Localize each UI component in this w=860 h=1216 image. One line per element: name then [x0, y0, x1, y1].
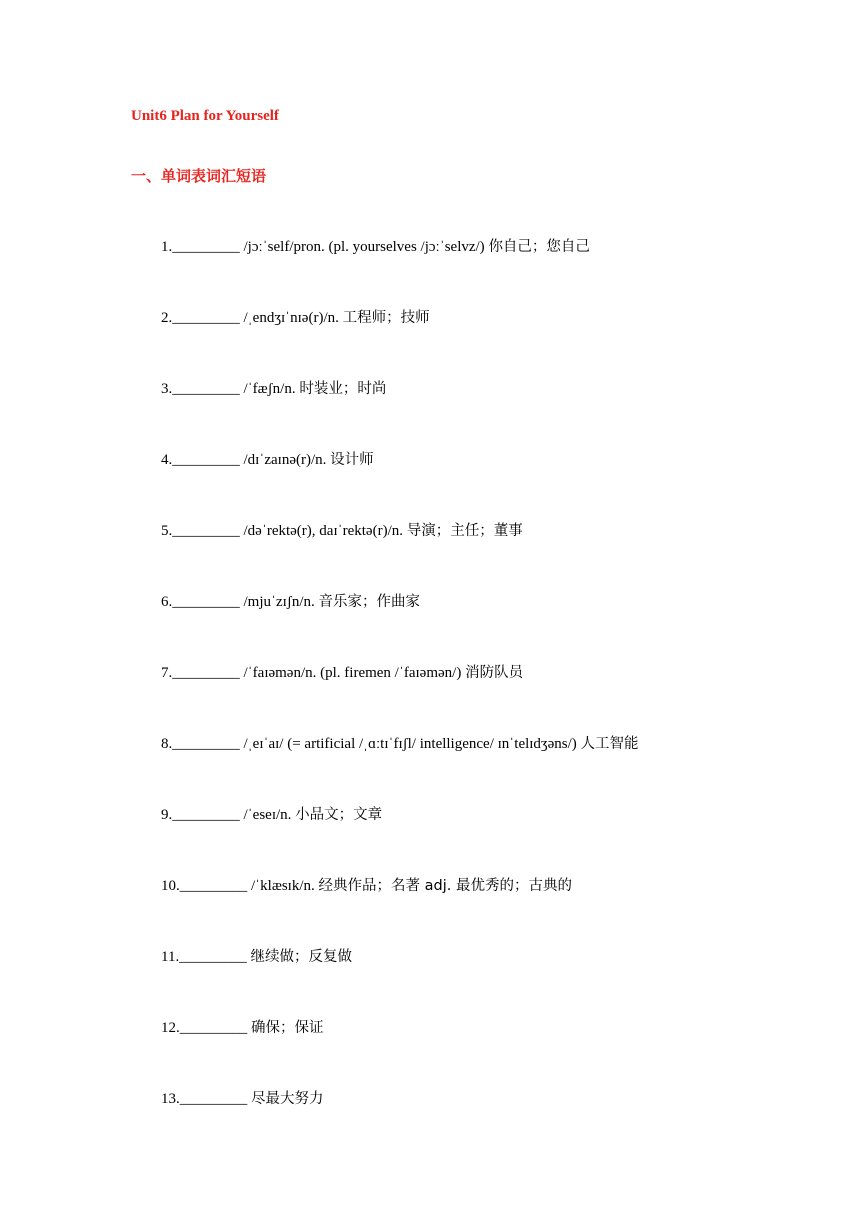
meaning-text: 音乐家；作曲家 — [318, 594, 420, 610]
phonetic-text: /ˌeɪˈaɪ/ (= artificial /ˌɑːtɪˈfɪʃl/ intelligence/ ɪnˈtelɪdʒəns/) — [239, 736, 581, 752]
vocab-item-5 — [161, 520, 639, 591]
vocab-item-13 — [161, 1088, 639, 1159]
item-number: 12. — [161, 1020, 180, 1036]
answer-blank: _________ — [172, 239, 240, 255]
phonetic-text: /ˈklæsɪk/n. — [247, 878, 319, 894]
item-number: 11. — [161, 949, 180, 965]
answer-blank: _________ — [172, 807, 240, 823]
item-number: 10. — [161, 878, 180, 894]
phonetic-text: /ˈeseɪ/n. — [239, 807, 296, 823]
item-number: 4. — [161, 452, 173, 468]
vocab-item-12 — [161, 1017, 639, 1088]
answer-blank: _________ — [172, 665, 240, 681]
vocab-item-10 — [161, 875, 639, 946]
answer-blank: _________ — [179, 949, 247, 965]
answer-blank: _________ — [172, 736, 240, 752]
vocab-item-11 — [161, 946, 639, 1017]
answer-blank: _________ — [172, 310, 240, 326]
meaning-text: 继续做；反复做 — [250, 949, 352, 965]
vocab-item-9 — [161, 804, 639, 875]
phonetic-text: /jɔːˈself/pron. (pl. yourselves /jɔːˈselvz/) — [239, 239, 489, 255]
answer-blank: _________ — [179, 878, 248, 894]
item-number: 3. — [161, 381, 173, 397]
item-number: 1. — [161, 239, 173, 255]
meaning-text: 时装业；时尚 — [299, 381, 387, 397]
item-number: 5. — [161, 523, 173, 539]
vocab-item-7 — [161, 662, 639, 733]
vocab-item-3 — [161, 378, 639, 449]
meaning-text: 导演；主任；董事 — [406, 523, 523, 539]
phonetic-text: /dɪˈzaɪnə(r)/n. — [239, 452, 331, 468]
meaning-text: 小品文；文章 — [295, 807, 383, 823]
meaning-text: 尽最大努力 — [251, 1091, 324, 1107]
phonetic-text: /mjuˈzɪʃn/n. — [239, 594, 319, 610]
item-number: 2. — [161, 310, 173, 326]
item-number: 13. — [161, 1091, 180, 1107]
vocab-item-4 — [161, 449, 639, 520]
phonetic-text: /ˈfæʃn/n. — [239, 381, 300, 397]
answer-blank: _________ — [179, 1091, 248, 1107]
vocabulary-list — [161, 236, 639, 1159]
phonetic-text: /dəˈrektə(r), daɪˈrektə(r)/n. — [239, 523, 407, 539]
meaning-text: 工程师；技师 — [342, 310, 430, 326]
item-number: 9. — [161, 807, 173, 823]
item-number: 6. — [161, 594, 173, 610]
meaning-text: 消防队员 — [465, 665, 524, 681]
unit-title: Unit6 Plan for Yourself — [131, 108, 279, 124]
vocab-item-8 — [161, 733, 639, 804]
item-number: 8. — [161, 736, 173, 752]
answer-blank: _________ — [179, 1020, 248, 1036]
meaning-text: 设计师 — [330, 452, 374, 468]
section-heading: 一、单词表词汇短语 — [131, 167, 267, 185]
answer-blank: _________ — [172, 594, 240, 610]
phonetic-text: /ˈfaɪəmən/n. (pl. firemen /ˈfaɪəmən/) — [239, 665, 466, 681]
vocab-item-2 — [161, 307, 639, 378]
vocab-item-1 — [161, 236, 639, 307]
answer-blank: _________ — [172, 523, 240, 539]
vocab-item-6 — [161, 591, 639, 662]
meaning-text: 经典作品；名著 adj. 最优秀的；古典的 — [318, 878, 572, 894]
phonetic-text: /ˌendʒɪˈnɪə(r)/n. — [239, 310, 343, 326]
meaning-text: 你自己；您自己 — [488, 239, 590, 255]
meaning-text: 确保；保证 — [251, 1020, 324, 1036]
meaning-text: 人工智能 — [580, 736, 639, 752]
answer-blank: _________ — [172, 381, 240, 397]
answer-blank: _________ — [172, 452, 240, 468]
item-number: 7. — [161, 665, 173, 681]
